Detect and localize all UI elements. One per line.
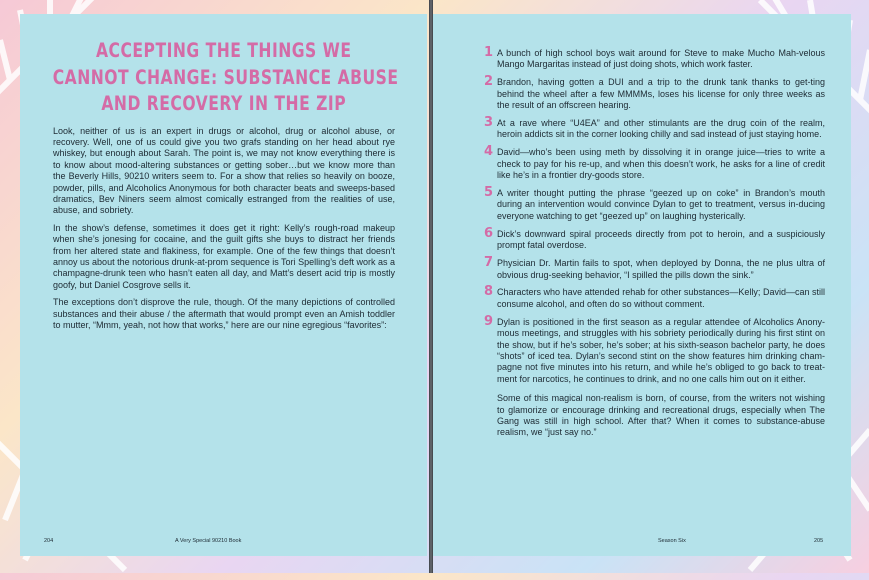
list-item: [483, 144, 825, 181]
list-item: [483, 225, 825, 252]
paragraph: Look, neither of us is an expert in drugs or alcohol, drug or alcohol abuse, or recovery. Well, one of us could give you two grafs standing on her head about rye whiskey, but enough about Sarah. The point is, we may not know everything there is to know about mood-altering substances or getting sober…but we know more than the Beverly Hills, 90210 writers seem to. For a show that relies so heavily on booze, powder, pills, and Alcoholics Anonymous for both character beats and sweeps-based dramatics, Bev Niners seem almost comically estranged from the realities of use, abuse, and sobriety.: [53, 125, 395, 216]
item-text: Brandon, having gotten a DUI and a trip to the drunk tank thanks to get-ting behind the wheel after a few MMMMs, loses his license for only three weeks as the result of an offscreen hearing.: [497, 77, 825, 111]
list-item: [483, 115, 825, 141]
chapter-title: [53, 38, 399, 118]
item-number: 7: [483, 255, 493, 271]
item-number: 5: [483, 185, 493, 201]
item-text: A bunch of high school boys wait around for Steve to make Mucho Mah-velous Mango Margaritas instead of just doing shots, which work faster.: [497, 48, 825, 70]
closing-paragraph: Some of this magical non-realism is born, of course, from the writers not wishing to glamorize or encourage drinking and recreational drugs, especially when The Gang was still in high school. After that? When it comes to substance-abuse realism, we “just say no.”: [497, 393, 825, 438]
numbered-list: [483, 45, 825, 385]
list-item: [483, 74, 825, 111]
left-body-text: [53, 126, 395, 332]
item-text: Physician Dr. Martin fails to spot, when deployed by Donna, the ne plus ultra of obvious drug-seeking behavior, “I spilled the pills down the sink.”: [497, 258, 825, 280]
page-number-right: 205: [814, 538, 824, 544]
item-number: 2: [483, 74, 493, 90]
item-text: A writer thought putting the phrase “geezed up on coke” in Brandon’s mouth during an intervention would convince Dylan to get to treatment, versus in-ducing everyone watching to get “geezed up” on laughing hysterically.: [497, 188, 825, 221]
title-line: ACCEPTING THE THINGS WE: [96, 39, 352, 62]
running-footer-left: A Very Special 90210 Book: [175, 538, 242, 544]
list-item: [483, 284, 825, 310]
paragraph: The exceptions don’t disprove the rule, though. Of the many depictions of controlled substances and their abuse / the aftermath that would prompt even an Amish toddler to mutter, “Mmm, yeah, not how that works,” here are our nine egregious “favorites”:: [53, 297, 395, 330]
item-text: Dylan is positioned in the first season as a regular attendee of Alcoholics Anony-mous meetings, and struggles with his sobriety periodically during his first stint on the show, but if he’s sober, he’s sober; at his sixth-season bachelor party, he does “shots” of iced tea. Dylan’s second stint on the show features him drinking cham-pagne not five minutes into his return, and while he’s obliged to go back to treat-ment for narcotics, he continues to drink, and no one calls him out on it either.: [497, 316, 825, 384]
item-number: 8: [483, 284, 493, 300]
list-item: [483, 255, 825, 281]
item-number: 4: [483, 144, 493, 160]
item-text: Characters who have attended rehab for other substances—Kelly; David—can still consume alcohol, and often do so without comment.: [497, 287, 825, 309]
item-number: 3: [483, 115, 493, 131]
list-item: [483, 185, 825, 222]
running-footer-right: Season Six: [658, 538, 686, 544]
left-page: [20, 14, 427, 556]
title-line: CANNOT CHANGE: SUBSTANCE ABUSE: [53, 65, 399, 89]
item-number: 1: [483, 45, 493, 60]
item-number: 9: [483, 313, 493, 329]
item-text: Dick’s downward spiral proceeds directly from pot to heroin, and a suspiciously prompt fatal overdose.: [497, 228, 825, 251]
title-line: AND RECOVERY IN THE ZIP: [101, 92, 347, 115]
list-item: [483, 45, 825, 71]
list-item: [483, 313, 825, 385]
right-page: [433, 14, 851, 556]
paragraph: In the show’s defense, sometimes it does get it right: Kelly’s rough-road makeup when she’s jonesing for cocaine, and the guilt gifts she buys to distract her friends from her altered state and flakiness, for example. One of the few things that doesn’t annoy us about the notorious drunk-at-prom sequence is Tori Spelling’s deft work as a champagne-drunk teen who hasn’t eaten all day, and Matt’s desert acid trip is mostly goofy, but Daniel Cosgrove sells it.: [53, 222, 395, 290]
item-text: David—who’s been using meth by dissolving it in orange juice—tries to write a check to pay for his re-up, and when this doesn’t work, he asks for a line of credit like he’s in a frontier dry-goods store.: [497, 147, 825, 181]
item-number: 6: [483, 225, 493, 241]
page-number-left: 204: [44, 538, 54, 544]
item-text: At a rave where “U4EA” and other stimulants are the drug coin of the realm, heroin addicts sit in the corner looking chilly and sad instead of just staying home.: [497, 118, 825, 140]
